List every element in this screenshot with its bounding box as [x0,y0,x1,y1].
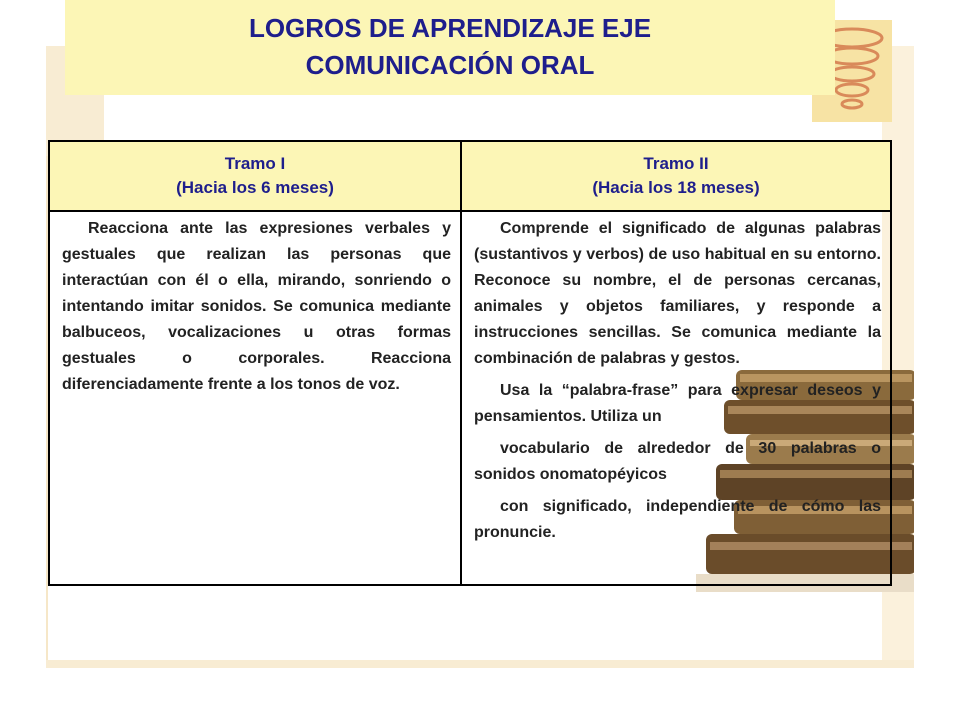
page-title-line2: COMUNICACIÓN ORAL [305,50,595,80]
tramo-1-paragraph: Reacciona ante las expresiones verbales y gestuales que realizan las personas que interactúan con él o ella, mirando, sonriendo o intentando imitar sonidos. Se comunica mediante balbuceos, vocalizaciones u otras formas gestuales o corporales. Reacciona diferenciadamente frente a los tonos de voz. [62,220,451,393]
learning-table [48,140,892,586]
cell-tramo-2 [461,211,891,585]
header-tramo-1-sub: (Hacia los 6 meses) [176,178,334,197]
header-tramo-1 [49,141,461,211]
header-tramo-2-name: Tramo II [643,154,709,173]
page-title [65,10,835,84]
table-header-row [49,141,891,211]
cell-tramo-1 [49,211,461,585]
table-row [49,211,891,585]
tramo-2-paragraph-4: con significado, independiente de cómo las pronuncie. [474,498,881,541]
tramo-2-paragraph-1: Comprende el significado de algunas palabras (sustantivos y verbos) de uso habitual en su entorno. Reconoce su nombre, el de personas cercanas, animales y objetos familiares, y responde a instrucciones sencillas. Se comunica mediante la combinación de palabras y gestos. [474,220,881,367]
tramo-2-paragraph-2: Usa la “palabra-frase” para expresar deseos y pensamientos. Utiliza un [474,382,881,425]
header-tramo-1-name: Tramo I [224,154,286,173]
page-title-line1: LOGROS DE APRENDIZAJE EJE [248,13,652,43]
header-tramo-2 [461,141,891,211]
tramo-2-paragraph-3: vocabulario de alrededor de 30 palabras o sonidos onomatopéyicos [474,440,881,483]
frame-bottom-bar [46,660,914,668]
header-tramo-2-sub: (Hacia los 18 meses) [592,178,760,197]
